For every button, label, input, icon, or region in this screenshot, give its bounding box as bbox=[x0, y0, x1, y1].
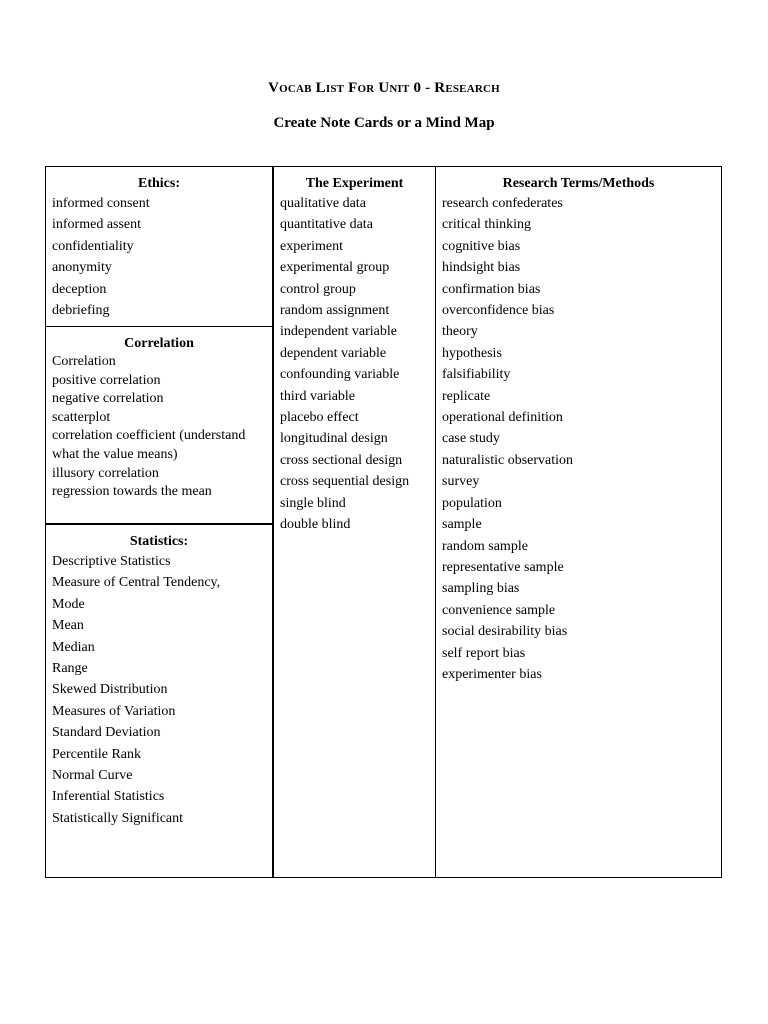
vocab-term: confirmation bias bbox=[442, 281, 541, 297]
vocab-term: theory bbox=[442, 324, 478, 340]
vocab-term: Standard Deviation bbox=[52, 725, 161, 741]
vocab-term: self report bias bbox=[442, 645, 526, 661]
vocab-term: case study bbox=[442, 431, 500, 447]
vocab-term: Inferential Statistics bbox=[52, 789, 165, 805]
vocab-term: Mean bbox=[52, 618, 84, 634]
vocab-term: Descriptive Statistics bbox=[52, 554, 171, 569]
vocab-term: independent variable bbox=[280, 324, 398, 340]
vocab-term: replicate bbox=[442, 388, 491, 404]
vocab-term: dependent variable bbox=[280, 345, 387, 361]
vocab-term: experimenter bias bbox=[442, 666, 542, 682]
vocab-term: Range bbox=[52, 661, 88, 677]
vocab-term: representative sample bbox=[442, 559, 564, 575]
vocab-term: placebo effect bbox=[280, 410, 359, 426]
vocab-term: qualitative data bbox=[280, 196, 366, 211]
experiment-column bbox=[274, 167, 436, 877]
vocab-term: cognitive bias bbox=[442, 238, 521, 254]
vocab-term: naturalistic observation bbox=[442, 452, 574, 468]
vocab-term: experiment bbox=[280, 238, 343, 254]
vocab-term: double blind bbox=[280, 517, 351, 533]
ethics-section bbox=[46, 167, 272, 327]
document-subtitle: Create Note Cards or a Mind Map bbox=[273, 115, 495, 131]
vocab-term: sampling bias bbox=[442, 581, 520, 597]
ethics-list bbox=[52, 193, 266, 321]
vocab-term: single blind bbox=[280, 495, 346, 511]
vocab-term: regression towards the mean bbox=[52, 484, 212, 500]
vocab-term: experimental group bbox=[280, 260, 390, 276]
vocab-term: negative correlation bbox=[52, 391, 164, 407]
vocab-term: hypothesis bbox=[442, 345, 502, 361]
vocab-term: confounding variable bbox=[280, 367, 400, 383]
statistics-heading: Statistics: bbox=[129, 534, 189, 549]
vocab-term: overconfidence bias bbox=[442, 303, 555, 319]
vocab-term: deception bbox=[52, 281, 107, 297]
vocab-term: longitudinal design bbox=[280, 431, 388, 447]
vocab-term: Median bbox=[52, 639, 95, 655]
vocab-term: Mode bbox=[52, 596, 85, 612]
vocab-term: confidentiality bbox=[52, 238, 134, 254]
research-heading: Research Terms/Methods bbox=[502, 176, 655, 191]
left-column bbox=[46, 167, 274, 877]
experiment-list bbox=[280, 193, 429, 536]
vocab-term: informed assent bbox=[52, 217, 142, 233]
vocab-term: research confederates bbox=[442, 196, 563, 211]
vocab-term: illusory correlation bbox=[52, 465, 159, 481]
research-column bbox=[436, 167, 721, 877]
vocab-term: debriefing bbox=[52, 303, 110, 319]
vocab-term: social desirability bias bbox=[442, 624, 568, 640]
vocab-term: random sample bbox=[442, 538, 528, 554]
vocab-term: control group bbox=[280, 281, 356, 297]
vocab-term: Measures of Variation bbox=[52, 703, 176, 719]
vocab-term: falsifiability bbox=[442, 367, 511, 383]
vocab-term: cross sequential design bbox=[280, 474, 410, 490]
vocab-term: hindsight bias bbox=[442, 260, 521, 276]
vocab-term: Correlation bbox=[52, 354, 116, 369]
vocab-term: Statistically Significant bbox=[52, 810, 184, 826]
correlation-list bbox=[52, 353, 266, 502]
vocab-term: correlation coefficient (understand what the value means) bbox=[52, 428, 246, 462]
vocab-term: positive correlation bbox=[52, 372, 161, 388]
vocab-term: quantitative data bbox=[280, 217, 373, 233]
vocab-table bbox=[45, 166, 722, 878]
vocab-term: operational definition bbox=[442, 410, 563, 426]
statistics-section bbox=[46, 525, 272, 877]
vocab-term: Skewed Distribution bbox=[52, 682, 168, 698]
vocab-term: Measure of Central Tendency, bbox=[52, 575, 221, 591]
correlation-section bbox=[46, 327, 272, 525]
vocab-term: scatterplot bbox=[52, 409, 111, 425]
vocab-term: random assignment bbox=[280, 303, 390, 319]
vocab-term: population bbox=[442, 495, 502, 511]
ethics-heading: Ethics: bbox=[138, 176, 180, 191]
vocab-term: informed consent bbox=[52, 196, 150, 211]
vocab-term: cross sectional design bbox=[280, 452, 403, 468]
research-list bbox=[442, 193, 715, 685]
vocab-term: sample bbox=[442, 517, 482, 533]
vocab-term: survey bbox=[442, 474, 480, 490]
correlation-heading: Correlation bbox=[124, 336, 194, 351]
vocab-term: anonymity bbox=[52, 260, 112, 276]
vocab-term: third variable bbox=[280, 388, 356, 404]
vocab-term: Percentile Rank bbox=[52, 746, 142, 762]
vocab-term: convenience sample bbox=[442, 602, 556, 618]
vocab-term: critical thinking bbox=[442, 217, 532, 233]
vocab-term: Normal Curve bbox=[52, 768, 133, 784]
document-title: Vocab List For Unit 0 - Research bbox=[268, 80, 500, 96]
statistics-list bbox=[52, 551, 266, 829]
experiment-heading: The Experiment bbox=[305, 176, 404, 191]
